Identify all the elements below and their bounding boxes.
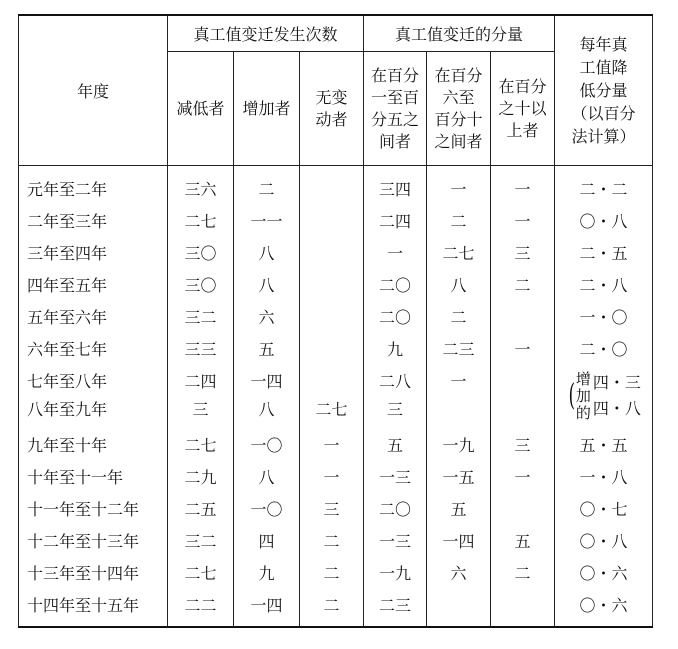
no-change-cell: 一 xyxy=(300,428,364,460)
decrease-cell: 三〇 xyxy=(168,236,234,268)
header-annual-decrease: 每年真 工值降 低分量 （以百分 法计算） xyxy=(555,15,653,166)
increase-cell: 八 xyxy=(234,236,300,268)
pct-1-5-cell: 五 xyxy=(364,428,427,460)
increase-label: 增 加 的 xyxy=(575,369,591,422)
header-year: 年度 xyxy=(19,15,168,166)
cell-line: 七年至八年 xyxy=(27,372,108,391)
annual-decrease-cell: 〇・六 xyxy=(555,556,653,588)
increase-cell: 九 xyxy=(234,556,300,588)
year-cell: 十四年至十五年 xyxy=(19,588,168,627)
table-row xyxy=(19,268,653,300)
pct-1-5-cell: 二〇 xyxy=(364,492,427,524)
increase-cell xyxy=(234,364,300,428)
pct-6-10-cell: 一四 xyxy=(427,524,491,556)
annual-decrease-cell: 一・八 xyxy=(555,460,653,492)
cell-line: 八 xyxy=(258,400,275,419)
annual-decrease-cell: 〇・八 xyxy=(555,524,653,556)
pct-6-10-cell: 二七 xyxy=(427,236,491,268)
decrease-cell: 三三 xyxy=(168,332,234,364)
open-paren: ( xyxy=(568,378,576,413)
year-cell: 二年至三年 xyxy=(19,204,168,236)
increase-cell: 四 xyxy=(234,524,300,556)
pct-over-10-cell: 一 xyxy=(491,166,555,205)
header-decrease: 减低者 xyxy=(168,52,234,166)
year-cell: 十二年至十三年 xyxy=(19,524,168,556)
header-increase: 增加者 xyxy=(234,52,300,166)
decrease-cell: 二七 xyxy=(168,428,234,460)
table-row xyxy=(19,236,653,268)
increase-cell: 一〇 xyxy=(234,428,300,460)
cell-line: 二七 xyxy=(315,400,348,419)
annual-increase-cell xyxy=(555,364,653,428)
year-cell: 十一年至十二年 xyxy=(19,492,168,524)
pct-over-10-cell: 一 xyxy=(491,204,555,236)
pct-1-5-cell: 一三 xyxy=(364,524,427,556)
decrease-cell: 二二 xyxy=(168,588,234,627)
pct-over-10-cell xyxy=(491,300,555,332)
no-change-cell xyxy=(300,300,364,332)
pct-over-10-cell xyxy=(491,588,555,627)
pct-1-5-cell xyxy=(364,364,427,428)
decrease-cell: 二九 xyxy=(168,460,234,492)
cell-line: 八年至九年 xyxy=(27,400,108,419)
decrease-cell: 三二 xyxy=(168,524,234,556)
pct-1-5-cell: 一九 xyxy=(364,556,427,588)
increase-cell: 八 xyxy=(234,268,300,300)
year-cell xyxy=(19,364,168,428)
pct-6-10-cell: 二 xyxy=(427,300,491,332)
no-change-cell: 二 xyxy=(300,556,364,588)
annual-value: 四・三 xyxy=(592,373,641,392)
pct-6-10-cell: 五 xyxy=(427,492,491,524)
pct-6-10-cell: 六 xyxy=(427,556,491,588)
pct-1-5-cell: 一 xyxy=(364,236,427,268)
cell-line xyxy=(491,368,554,396)
pct-1-5-cell: 二三 xyxy=(364,588,427,627)
pct-over-10-cell: 三 xyxy=(491,428,555,460)
no-change-cell xyxy=(300,332,364,364)
pct-over-10-cell: 一 xyxy=(491,332,555,364)
year-cell: 九年至十年 xyxy=(19,428,168,460)
cell-line xyxy=(427,396,490,424)
no-change-cell: 一 xyxy=(300,460,364,492)
increase-cell: 五 xyxy=(234,332,300,364)
cell-line: 一 xyxy=(450,372,467,391)
increase-cell: 六 xyxy=(234,300,300,332)
increase-cell: 一四 xyxy=(234,588,300,627)
annual-decrease-cell: 二・〇 xyxy=(555,332,653,364)
no-change-cell xyxy=(300,204,364,236)
year-cell: 元年至二年 xyxy=(19,166,168,205)
decrease-cell xyxy=(168,364,234,428)
no-change-cell xyxy=(300,236,364,268)
no-change-cell xyxy=(300,166,364,205)
table-row xyxy=(19,556,653,588)
pct-1-5-cell: 一三 xyxy=(364,460,427,492)
annual-decrease-cell: 一・〇 xyxy=(555,300,653,332)
pct-6-10-cell xyxy=(427,364,491,428)
pct-6-10-cell: 一九 xyxy=(427,428,491,460)
year-cell: 四年至五年 xyxy=(19,268,168,300)
decrease-cell: 三六 xyxy=(168,166,234,205)
pct-6-10-cell xyxy=(427,588,491,627)
pct-over-10-cell: 五 xyxy=(491,524,555,556)
pct-1-5-cell: 二四 xyxy=(364,204,427,236)
pct-over-10-cell: 二 xyxy=(491,556,555,588)
annual-value: 四・八 xyxy=(592,399,641,418)
header-pct-1-to-5: 在百分 一至百 分五之 间者 xyxy=(364,52,427,166)
header-pct-6-to-10: 在百分 六至 百分十 之间者 xyxy=(427,52,491,166)
pct-over-10-cell: 二 xyxy=(491,268,555,300)
pct-1-5-cell: 二〇 xyxy=(364,300,427,332)
annual-decrease-cell: 二・五 xyxy=(555,236,653,268)
decrease-cell: 三二 xyxy=(168,300,234,332)
annual-decrease-cell: 二・八 xyxy=(555,268,653,300)
year-cell: 六年至七年 xyxy=(19,332,168,364)
pct-1-5-cell: 二〇 xyxy=(364,268,427,300)
year-cell: 三年至四年 xyxy=(19,236,168,268)
cell-line: 三 xyxy=(192,400,209,419)
cell-line: 三 xyxy=(387,400,404,419)
table-row xyxy=(19,332,653,364)
year-cell: 十三年至十四年 xyxy=(19,556,168,588)
no-change-cell: 三 xyxy=(300,492,364,524)
table-row xyxy=(19,492,653,524)
pct-1-5-cell: 三四 xyxy=(364,166,427,205)
annual-decrease-cell: 〇・七 xyxy=(555,492,653,524)
header-pct-over-10: 在百分 之十以 上者 xyxy=(491,52,555,166)
pct-over-10-cell xyxy=(491,364,555,428)
cell-line xyxy=(491,396,554,424)
table-row xyxy=(19,428,653,460)
pct-1-5-cell: 九 xyxy=(364,332,427,364)
table-row xyxy=(19,364,653,428)
header-no-change: 无变 动者 xyxy=(300,52,364,166)
pct-over-10-cell xyxy=(491,492,555,524)
annual-decrease-cell: 五・五 xyxy=(555,428,653,460)
table-row xyxy=(19,524,653,556)
cell-line: 二八 xyxy=(379,372,412,391)
annual-decrease-cell: 〇・八 xyxy=(555,204,653,236)
increase-cell: 二 xyxy=(234,166,300,205)
cell-line xyxy=(300,368,363,396)
pct-6-10-cell: 一 xyxy=(427,166,491,205)
pct-6-10-cell: 一五 xyxy=(427,460,491,492)
table-row xyxy=(19,460,653,492)
pct-6-10-cell: 二三 xyxy=(427,332,491,364)
header-change-amount: 真工值变迁的分量 xyxy=(364,15,555,52)
table-row xyxy=(19,166,653,205)
no-change-cell xyxy=(300,268,364,300)
pct-6-10-cell: 八 xyxy=(427,268,491,300)
decrease-cell: 二五 xyxy=(168,492,234,524)
table-row xyxy=(19,204,653,236)
pct-over-10-cell: 一 xyxy=(491,460,555,492)
increase-cell: 八 xyxy=(234,460,300,492)
pct-6-10-cell: 二 xyxy=(427,204,491,236)
no-change-cell: 二 xyxy=(300,588,364,627)
annual-decrease-cell: 〇・六 xyxy=(555,588,653,627)
table-row xyxy=(19,300,653,332)
statistics-table xyxy=(18,14,653,628)
no-change-cell xyxy=(300,364,364,428)
year-cell: 十年至十一年 xyxy=(19,460,168,492)
annual-decrease-cell: 二・二 xyxy=(555,166,653,205)
header-change-count: 真工值变迁发生次数 xyxy=(168,15,364,52)
increase-cell: 一一 xyxy=(234,204,300,236)
decrease-cell: 二七 xyxy=(168,204,234,236)
decrease-cell: 三〇 xyxy=(168,268,234,300)
increase-cell: 一〇 xyxy=(234,492,300,524)
cell-line: 一四 xyxy=(250,372,283,391)
pct-over-10-cell: 三 xyxy=(491,236,555,268)
cell-line: 二四 xyxy=(184,372,217,391)
year-cell: 五年至六年 xyxy=(19,300,168,332)
table-row xyxy=(19,588,653,627)
no-change-cell: 二 xyxy=(300,524,364,556)
decrease-cell: 二七 xyxy=(168,556,234,588)
